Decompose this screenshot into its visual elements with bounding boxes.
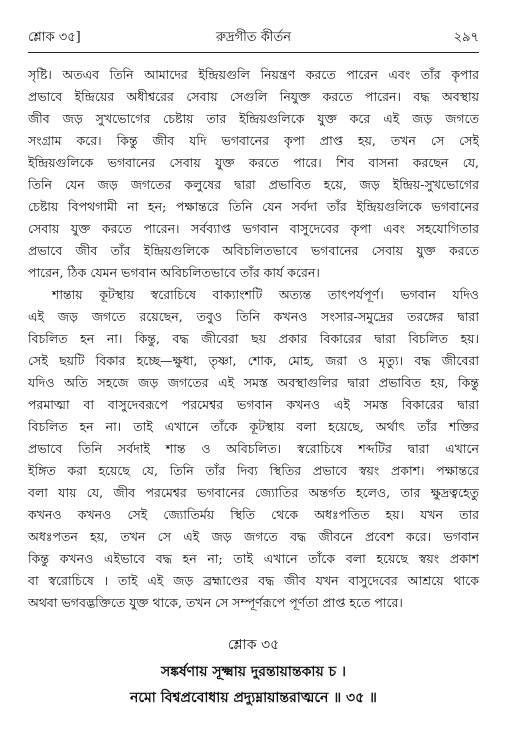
text-line: ইঙ্গিত করা হয়েছে যে, তিনি তাঁর দিব্য স্থিতির প্রভাবে স্বয়ং প্রকাশ। পক্ষান্তরে [28, 463, 479, 478]
text-line: সেই ছয়টি বিকার হচ্ছে—ক্ষুধা, তৃষ্ণা, শোক, মোহ, জরা ও মৃত্যু। বদ্ধ জীবেরা [28, 353, 479, 368]
text-line: পরমাত্মা বা বাসুদেবরূপে পরমেশ্বর ভগবান কখনও এই সমস্ত বিকারের দ্বারা [28, 397, 479, 412]
text-line: অধঃপতন হয়, তখন সে এই জড় জগতে বদ্ধ জীবনে প্রবেশ করে। ভগবান [28, 529, 479, 544]
text-line: শান্তায় কূটস্থায় স্বরোচিষে বাক্যাংশটি অত্যন্ত তাৎপর্যপূর্ণ। ভগবান যদিও [52, 287, 479, 302]
text-line: প্রভাবে তিনি সর্বদাই শান্ত ও অবিচলিত। স্বরোচিষে শব্দটির দ্বারা এখানে [28, 441, 479, 456]
text-line: ইন্দ্রিয়গুলিকে ভগবানের সেবায় যুক্ত করতে পারে। শিব বাসনা করছেন যে, [28, 155, 479, 170]
purport-text [28, 64, 479, 614]
header-rule [28, 52, 479, 53]
text-line: কখনও কখনও সেই জ্যোতির্ময় স্থিতি থেকে অধঃপতিত হয়। যখন তার [28, 507, 479, 522]
text-line: চেষ্টায় বিপথগামী না হন; পক্ষান্তরে তিনি যেন সর্বদা তাঁর ইন্দ্রিয়গুলিকে ভগবানের [28, 199, 479, 214]
text-line: যদিও অতি সহজে জড় জগতের এই সমস্ত অবস্থাগুলির দ্বারা প্রভাবিত হয়, কিন্তু [28, 375, 479, 390]
verse-line: নমো বিশ্বপ্রবোধায় প্রদ্যুম্নায়ান্তরাত্মনে ॥ ৩৫ ॥ [130, 690, 377, 706]
text-line: বলা যায় যে, জীব পরমেশ্বর ভগবানের জ্যোতির অন্তর্গত হলেও, তার ক্ষুদ্রত্বহেতু [28, 485, 479, 500]
text-line: প্রভাবে ইন্দ্রিয়ের অধীশ্বরের সেবায় সেগুলি নিযুক্ত করতে পারেন। বদ্ধ অবস্থায় [28, 89, 479, 104]
running-title: রুদ্রগীত কীর্তন [215, 30, 292, 45]
text-line: তিনি যেন জড় জগতের কলুষের দ্বারা প্রভাবিত হয়ে, জড় ইন্দ্রিয়-সুখভোগের [28, 177, 479, 192]
text-line: জীব জড় সুখভোগের চেষ্টায় তার ইন্দ্রিয়গুলিকে যুক্ত করে এই জড় জগতে [28, 111, 479, 126]
page-header [28, 28, 479, 50]
text-line: সংগ্রাম করে। কিন্তু জীব যদি ভগবানের কৃপা প্রাপ্ত হয়, তখন সে সেই [28, 133, 479, 148]
text-line: বা স্বরোচিষে । তাই এই জড় ব্রহ্মাণ্ডের বদ্ধ জীব যখন বাসুদেবের আশ্রয়ে থাকে [28, 573, 479, 588]
verse-line: সঙ্কর্ষণায় সূক্ষ্মায় দুরন্তায়ান্তকায় চ । [160, 664, 347, 680]
text-line: কিন্তু কখনও এইভাবে বদ্ধ হন না; তাই এখানে তাঁকে বলা হয়েছে স্বয়ং প্রকাশ [28, 551, 479, 566]
text-line: বিচলিত হন না। কিন্তু, বদ্ধ জীবেরা ছয় প্রকার বিকারের দ্বারা বিচলিত হয়। [28, 331, 479, 346]
text-line: বিচলিত হন না। তাই এখানে তাঁকে কূটস্থায় বলা হয়েছে, অর্থাৎ তাঁর শক্তির [28, 419, 479, 434]
text-line: প্রভাবে জীব তাঁর ইন্দ্রিয়গুলিকে অবিচলিতভাবে ভগবানের সেবায় যুক্ত করতে [28, 243, 479, 258]
text-line: পারেন, ঠিক যেমন ভগবান অবিচলিতভাবে তাঁর কার্য করেন। [28, 265, 320, 280]
verse-heading: শ্লোক ৩৫ [227, 637, 280, 653]
text-line: অথবা ভগবদ্ভক্তিতে যুক্ত থাকে, তখন সে সম্পূর্ণরূপে পূর্ণতা প্রাপ্ত হতে পারে। [28, 595, 403, 610]
text-line: এই জড় জগতে রয়েছেন, তবুও তিনি কখনও সংসার-সমুদ্রের তরঙ্গের দ্বারা [28, 309, 479, 324]
text-line: সেবায় যুক্ত করতে পারেন। সর্বব্যাপ্ত ভগবান বাসুদেবের কৃপা এবং সহযোগিতার [28, 221, 479, 236]
text-line: সৃষ্টি। অতএব তিনি আমাদের ইন্দ্রিয়গুলি নিয়ন্ত্রণ করতে পারেন এবং তাঁর কৃপার [28, 67, 479, 82]
verse-reference: শ্লোক ৩৫] [28, 30, 81, 45]
page-number: ২৯৭ [453, 30, 479, 45]
